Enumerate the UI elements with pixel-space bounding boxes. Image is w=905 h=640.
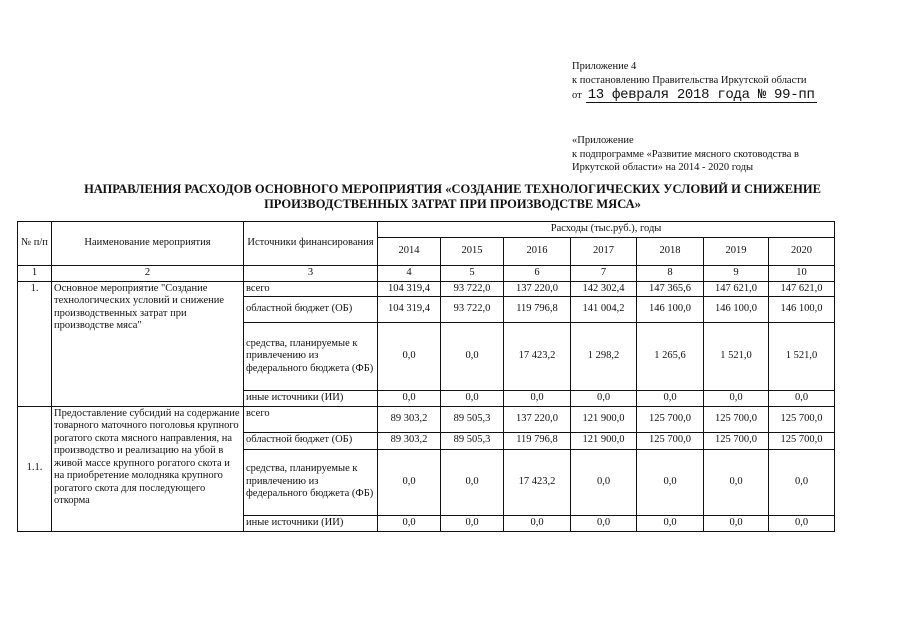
row-number: 1.1. bbox=[18, 406, 52, 531]
year-header: 2016 bbox=[504, 238, 571, 266]
subprogram-header bbox=[572, 134, 832, 175]
index-cell: 6 bbox=[504, 266, 571, 282]
expense-value: 0,0 bbox=[769, 449, 835, 515]
expense-value: 89 505,3 bbox=[441, 406, 504, 432]
expense-value: 147 621,0 bbox=[769, 281, 835, 297]
measure-name: Основное мероприятие "Создание технологических условий и снижение производственных затрат при производстве мяса" bbox=[52, 281, 244, 406]
funding-source: всего bbox=[244, 281, 378, 297]
index-row bbox=[18, 266, 835, 282]
funding-source: областной бюджет (ОБ) bbox=[244, 432, 378, 449]
expense-value: 93 722,0 bbox=[441, 281, 504, 297]
expense-value: 89 303,2 bbox=[378, 406, 441, 432]
subprogram-line-1: «Приложение bbox=[572, 135, 634, 146]
expense-value: 0,0 bbox=[637, 515, 704, 531]
col-header-num: № п/п bbox=[18, 222, 52, 266]
funding-source: средства, планируемые к привлечению из федерального бюджета (ФБ) bbox=[244, 449, 378, 515]
expense-value: 0,0 bbox=[504, 515, 571, 531]
index-cell: 2 bbox=[52, 266, 244, 282]
resolution-date: 13 февраля 2018 года № 99-пп bbox=[587, 87, 815, 103]
expense-value: 104 319,4 bbox=[378, 297, 441, 323]
expense-value: 137 220,0 bbox=[504, 281, 571, 297]
document-title: НАПРАВЛЕНИЯ РАСХОДОВ ОСНОВНОГО МЕРОПРИЯТИЯ «СОЗДАНИЕ ТЕХНОЛОГИЧЕСКИХ УСЛОВИЙ И СНИЖЕНИЕ ПРОИЗВОДСТВЕННЫХ ЗАТРАТ ПРИ ПРОИЗВОДСТВЕ МЯСА» bbox=[84, 182, 821, 211]
expense-value: 0,0 bbox=[571, 515, 637, 531]
expense-value: 121 900,0 bbox=[571, 432, 637, 449]
expense-value: 93 722,0 bbox=[441, 297, 504, 323]
col-header-source: Источники финансирования bbox=[244, 222, 378, 266]
index-cell: 1 bbox=[18, 266, 52, 282]
expense-value: 141 004,2 bbox=[571, 297, 637, 323]
expense-value: 104 319,4 bbox=[378, 281, 441, 297]
index-cell: 3 bbox=[244, 266, 378, 282]
expense-value: 0,0 bbox=[441, 515, 504, 531]
expense-value: 125 700,0 bbox=[704, 432, 769, 449]
expense-value: 0,0 bbox=[441, 323, 504, 391]
expense-value: 119 796,8 bbox=[504, 297, 571, 323]
expense-value: 1 521,0 bbox=[704, 323, 769, 391]
appendix-resolution: к постановлению Правительства Иркутской области bbox=[572, 75, 807, 86]
expense-value: 146 100,0 bbox=[704, 297, 769, 323]
expenses-table bbox=[17, 221, 835, 532]
funding-source: иные источники (ИИ) bbox=[244, 515, 378, 531]
expense-value: 0,0 bbox=[637, 391, 704, 407]
index-cell: 4 bbox=[378, 266, 441, 282]
index-cell: 8 bbox=[637, 266, 704, 282]
expense-value: 89 303,2 bbox=[378, 432, 441, 449]
expense-value: 0,0 bbox=[637, 449, 704, 515]
expense-value: 17 423,2 bbox=[504, 449, 571, 515]
expense-value: 125 700,0 bbox=[637, 432, 704, 449]
expense-value: 0,0 bbox=[769, 391, 835, 407]
expense-value: 0,0 bbox=[704, 515, 769, 531]
expense-value: 1 265,6 bbox=[637, 323, 704, 391]
year-header: 2019 bbox=[704, 238, 769, 266]
year-header: 2015 bbox=[441, 238, 504, 266]
index-cell: 9 bbox=[704, 266, 769, 282]
expense-value: 0,0 bbox=[704, 449, 769, 515]
expense-value: 146 100,0 bbox=[769, 297, 835, 323]
year-header: 2014 bbox=[378, 238, 441, 266]
expense-value: 0,0 bbox=[769, 515, 835, 531]
expense-value: 0,0 bbox=[571, 449, 637, 515]
index-cell: 10 bbox=[769, 266, 835, 282]
expense-value: 0,0 bbox=[441, 391, 504, 407]
funding-source: всего bbox=[244, 406, 378, 432]
subprogram-line-2: к подпрограмме «Развитие мясного скотоводства в bbox=[572, 148, 799, 160]
funding-source: средства, планируемые к привлечению из федерального бюджета (ФБ) bbox=[244, 323, 378, 391]
funding-source: областной бюджет (ОБ) bbox=[244, 297, 378, 323]
table-row bbox=[18, 281, 835, 297]
expense-value: 1 298,2 bbox=[571, 323, 637, 391]
expense-value: 125 700,0 bbox=[637, 406, 704, 432]
expense-value: 125 700,0 bbox=[704, 406, 769, 432]
row-number: 1. bbox=[18, 281, 52, 406]
expense-value: 0,0 bbox=[378, 515, 441, 531]
expense-value: 119 796,8 bbox=[504, 432, 571, 449]
expense-value: 0,0 bbox=[704, 391, 769, 407]
expense-value: 147 365,6 bbox=[637, 281, 704, 297]
expense-value: 1 521,0 bbox=[769, 323, 835, 391]
index-cell: 5 bbox=[441, 266, 504, 282]
expense-value: 0,0 bbox=[378, 391, 441, 407]
expense-value: 0,0 bbox=[571, 391, 637, 407]
expense-value: 137 220,0 bbox=[504, 406, 571, 432]
col-header-expenses: Расходы (тыс.руб.), годы bbox=[378, 222, 835, 238]
expense-value: 121 900,0 bbox=[571, 406, 637, 432]
header-row-1 bbox=[18, 222, 835, 238]
year-header: 2018 bbox=[637, 238, 704, 266]
expense-value: 146 100,0 bbox=[637, 297, 704, 323]
appendix-number: Приложение 4 bbox=[572, 61, 637, 72]
expense-value: 147 621,0 bbox=[704, 281, 769, 297]
col-header-name: Наименование мероприятия bbox=[52, 222, 244, 266]
expense-value: 142 302,4 bbox=[571, 281, 637, 297]
expense-value: 89 505,3 bbox=[441, 432, 504, 449]
expense-value: 0,0 bbox=[441, 449, 504, 515]
funding-source: иные источники (ИИ) bbox=[244, 391, 378, 407]
expense-value: 0,0 bbox=[504, 391, 571, 407]
expense-value: 17 423,2 bbox=[504, 323, 571, 391]
subprogram-line-3: Иркутской области» на 2014 - 2020 годы bbox=[572, 162, 754, 173]
date-prefix: от bbox=[572, 90, 582, 101]
year-header: 2020 bbox=[769, 238, 835, 266]
appendix-header bbox=[572, 60, 817, 103]
measure-name: Предоставление субсидий на содержание товарного маточного поголовья крупного рогатого скота мясного направления, на производство и реализацию на убой в живой массе крупного рогатого скота и на приобретение молодняка крупного рогатого скота для последующего откорма bbox=[52, 406, 244, 531]
expense-value: 0,0 bbox=[378, 449, 441, 515]
expense-value: 125 700,0 bbox=[769, 406, 835, 432]
appendix-date-line bbox=[572, 88, 817, 103]
index-cell: 7 bbox=[571, 266, 637, 282]
table-row bbox=[18, 406, 835, 432]
expense-value: 0,0 bbox=[378, 323, 441, 391]
year-header: 2017 bbox=[571, 238, 637, 266]
expense-value: 125 700,0 bbox=[769, 432, 835, 449]
